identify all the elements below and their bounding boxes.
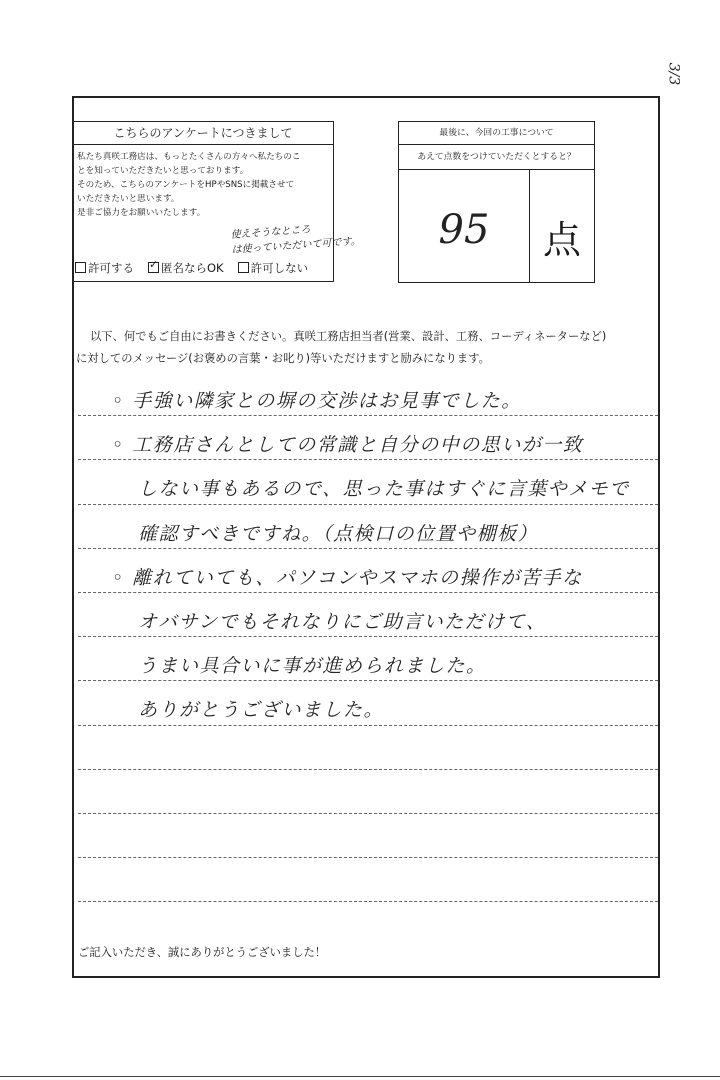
message-line: ありがとうございました。 [78, 681, 658, 725]
publication-consent-box [72, 121, 362, 282]
score-box [398, 121, 595, 283]
consent-body-line: 私たち真咲工務店は、もっとたくさんの方々へ私たちのこ [77, 152, 301, 162]
score-value[interactable]: 95 [399, 170, 530, 282]
score-header: 最後に、今回の工事について [399, 122, 594, 145]
checkbox-icon[interactable] [238, 262, 249, 273]
option-allow[interactable] [75, 260, 134, 276]
consent-body-line: そのため、こちらのアンケートをHPやSNSに掲載させて [77, 180, 295, 190]
thank-you-footer: ご記入いただき、誠にありがとうございました！ [78, 946, 327, 959]
message-line [78, 726, 658, 770]
option-label: 匿名ならOK [161, 261, 224, 275]
option-label: 許可しない [250, 261, 309, 275]
note-line: 使えそうなところ [230, 224, 311, 241]
message-line: うまい具合いに事が進められました。 [78, 637, 658, 681]
message-line: ◦ 離れていても、パソコンやスマホの操作が苦手な [78, 549, 658, 593]
message-line [78, 770, 658, 814]
bottom-rule [0, 1076, 720, 1077]
message-line: オバサンでもそれなりにご助言いただけて、 [78, 593, 658, 637]
score-unit: 点 [542, 218, 581, 262]
score-cells [399, 170, 594, 282]
option-deny[interactable] [238, 260, 309, 276]
instruction-line: に対してのメッセージ(お褒めの言葉・お叱り)等いただけますと励みになります。 [76, 352, 490, 365]
instruction-line: 以下、何でもご自由にお書きください。真咲工務店担当者(営業、設計、工務、コーディネーターなど) [90, 330, 607, 343]
message-area[interactable] [78, 372, 658, 902]
score-subheader: あえて点数をつけていただくとすると？ [399, 145, 594, 170]
option-label: 許可する [88, 261, 134, 275]
option-anonymous-ok[interactable] [148, 260, 224, 276]
instructions [76, 326, 656, 370]
message-line: しない事もあるので、思った事はすぐに言葉やメモで [78, 460, 658, 504]
message-line [78, 814, 658, 858]
page-number-mark: 3/3 [665, 62, 682, 86]
consent-body-line: いただきたいと思います。 [77, 194, 180, 204]
message-line: ◦ 手強い隣家との塀の交渉はお見事でした。 [78, 372, 658, 416]
consent-body-line: とを知っていただきたいと思っております。 [77, 166, 249, 176]
checkbox-checked-icon[interactable] [148, 262, 159, 273]
note-line: は使っていただいて可です。 [231, 235, 362, 256]
consent-options [73, 260, 335, 276]
consent-title: こちらのアンケートにつきまして [73, 122, 333, 145]
message-line: 確認すべきですね。（点検口の位置や棚板） [78, 505, 658, 549]
checkbox-icon[interactable] [75, 262, 86, 273]
consent-body [73, 145, 333, 225]
consent-body-line: 是非ご協力をお願いいたします。 [77, 208, 206, 218]
message-line: ◦ 工務店さんとしての常識と自分の中の思いが一致 [78, 416, 658, 460]
message-line [78, 858, 658, 902]
